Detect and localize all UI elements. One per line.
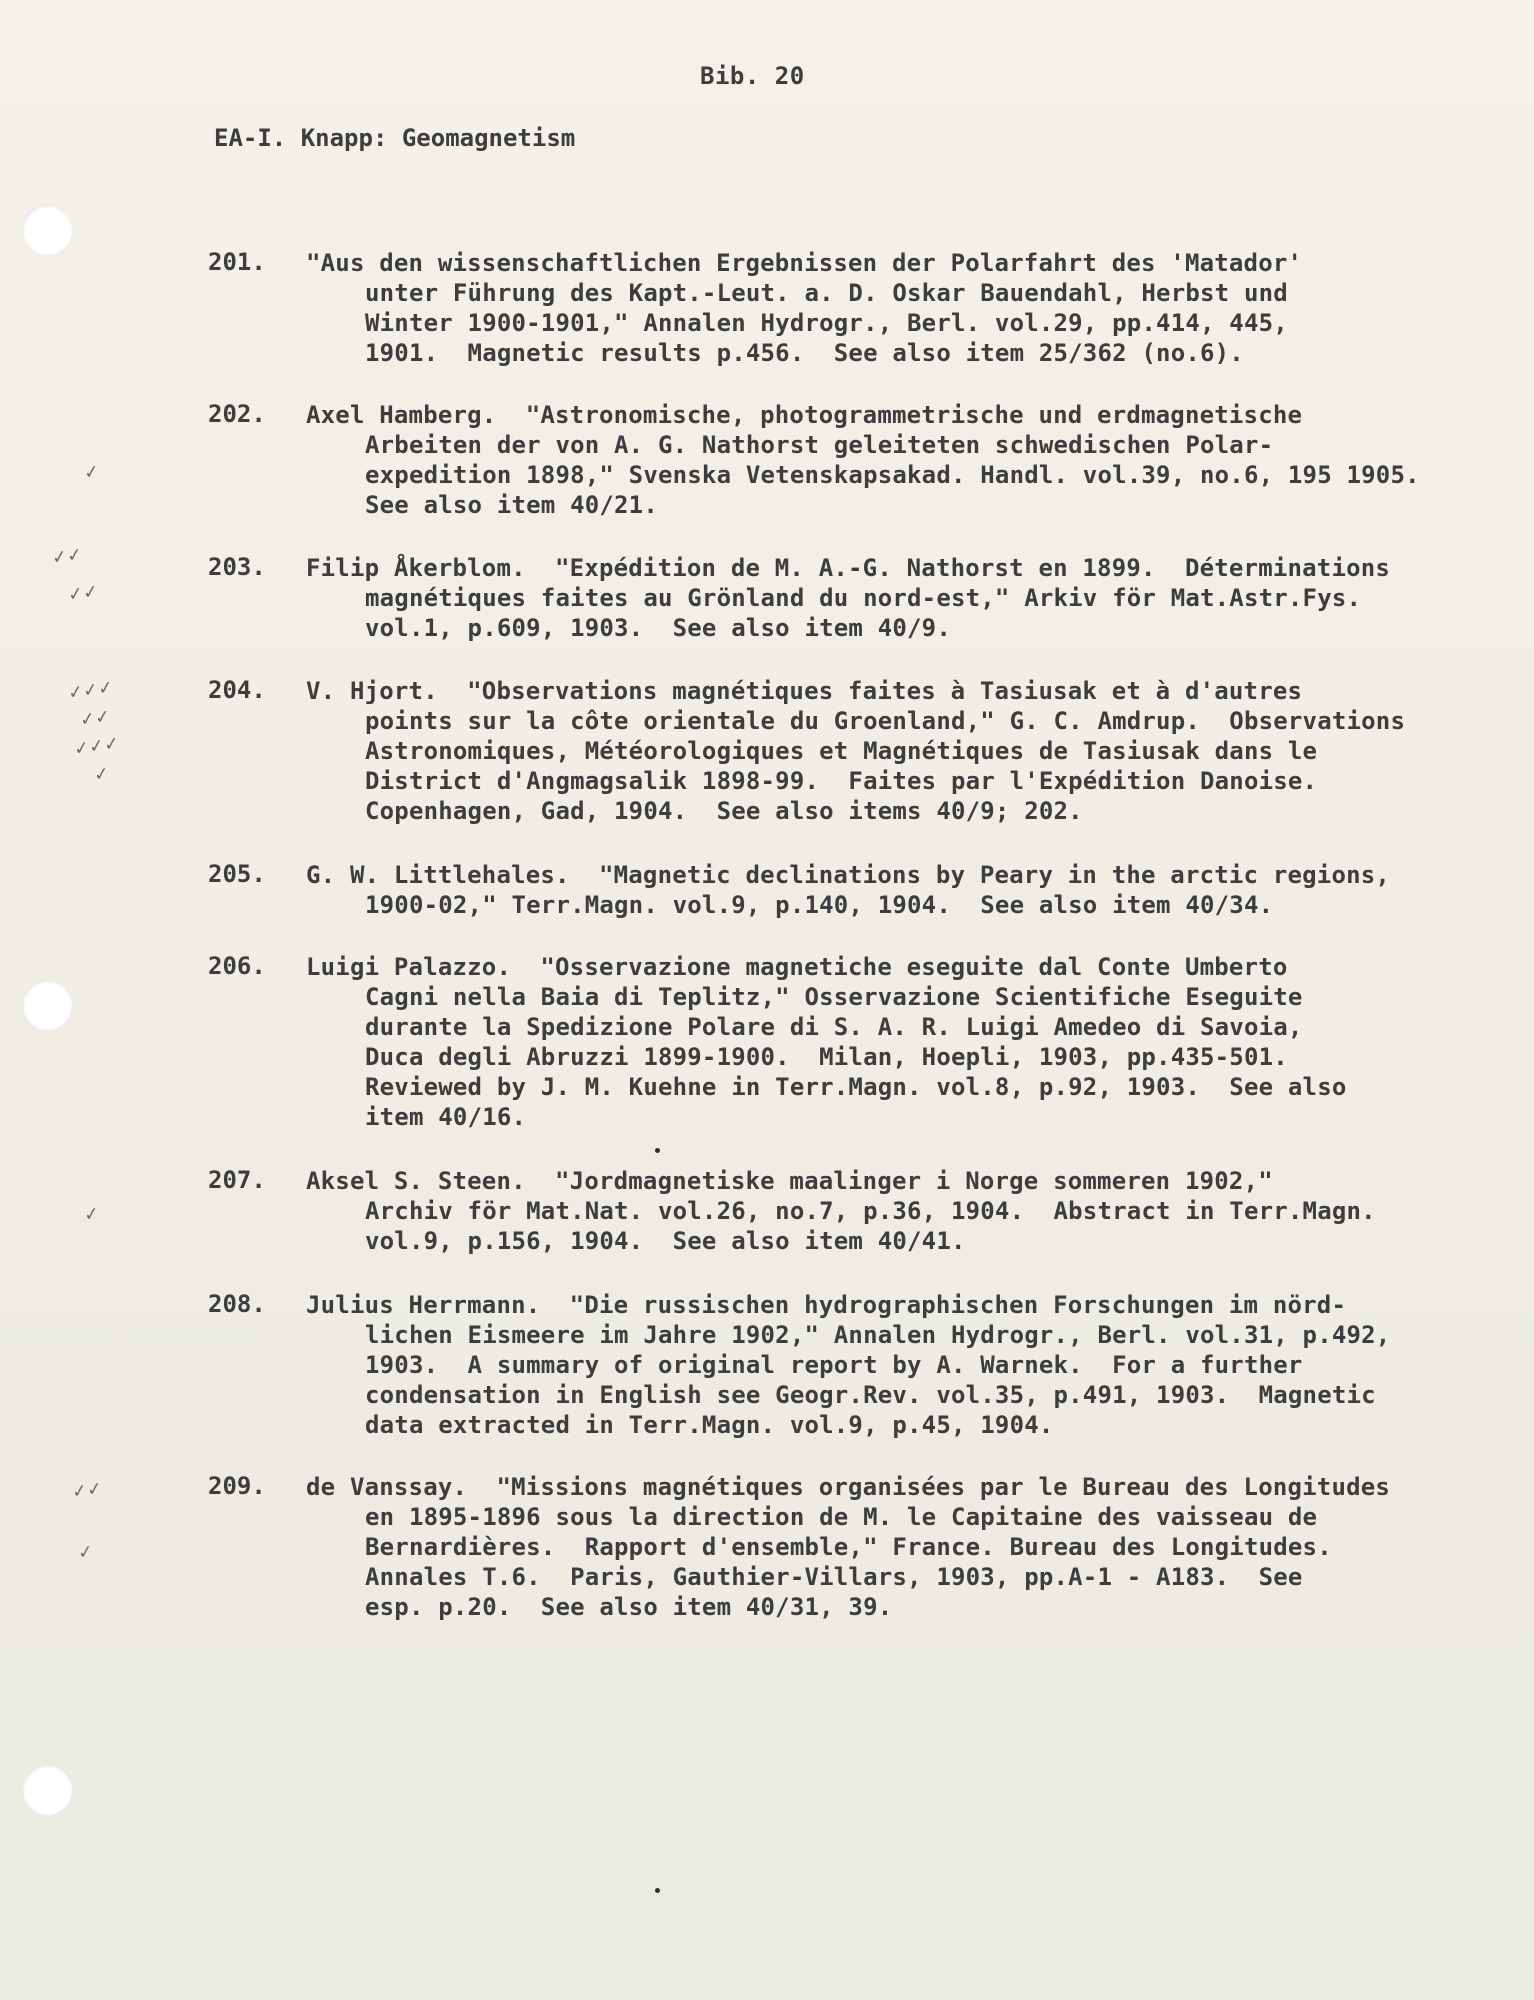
entry-line: Reviewed by J. M. Kuehne in Terr.Magn. vol.8, p.92, 1903. See also [365, 1073, 1347, 1101]
document-header: EA-I. Knapp: Geomagnetism [214, 124, 576, 152]
check-mark: ✓✓ [70, 1478, 104, 1503]
punch-hole-middle [22, 980, 72, 1030]
entry-line: vol.1, p.609, 1903. See also item 40/9. [365, 614, 951, 642]
check-mark: ✓✓ [50, 544, 84, 569]
entry-line: Aksel S. Steen. "Jordmagnetiske maalinger i Norge sommeren 1902," [306, 1167, 1273, 1195]
entry-line: V. Hjort. "Observations magnétiques faites à Tasiusak et à d'autres [306, 677, 1303, 705]
entry-line: Annales T.6. Paris, Gauthier-Villars, 1903, pp.A-1 - A183. See [365, 1563, 1303, 1591]
check-mark: ✓ [82, 1203, 101, 1226]
entry-line: Bernardières. Rapport d'ensemble," France. Bureau des Longitudes. [365, 1533, 1332, 1561]
entry-line: 1900-02," Terr.Magn. vol.9, p.140, 1904. See also item 40/34. [365, 891, 1274, 919]
entry-line: Archiv för Mat.Nat. vol.26, no.7, p.36, 1904. Abstract in Terr.Magn. [365, 1197, 1376, 1225]
entry-number: 201. [208, 248, 266, 276]
entry-line: data extracted in Terr.Magn. vol.9, p.45, 1904. [365, 1411, 1054, 1439]
entry-line: Axel Hamberg. "Astronomische, photogrammetrische und erdmagnetische [306, 401, 1303, 429]
entry-line: 1901. Magnetic results p.456. See also item 25/362 (no.6). [365, 339, 1244, 367]
entry-line: Astronomiques, Météorologiques et Magnétiques de Tasiusak dans le [365, 737, 1318, 765]
entry-number: 204. [208, 676, 266, 704]
entry-line: condensation in English see Geogr.Rev. vol.35, p.491, 1903. Magnetic [365, 1381, 1376, 1409]
entry-line: Duca degli Abruzzi 1899-1900. Milan, Hoepli, 1903, pp.435-501. [365, 1043, 1288, 1071]
entry-number: 205. [208, 860, 266, 888]
entry-line: 1903. A summary of original report by A. Warnek. For a further [365, 1351, 1303, 1379]
entry-line: points sur la côte orientale du Groenland," G. C. Amdrup. Observations [365, 707, 1406, 735]
entry-line: District d'Angmagsalik 1898-99. Faites par l'Expédition Danoise. [365, 767, 1318, 795]
entry-line: unter Führung des Kapt.-Leut. a. D. Oskar Bauendahl, Herbst und [365, 279, 1288, 307]
entry-line: item 40/16. [365, 1103, 527, 1131]
check-mark: ✓✓ [78, 706, 112, 731]
entry-number: 206. [208, 952, 266, 980]
punch-hole-top [22, 205, 72, 255]
ink-dot [655, 1888, 660, 1893]
entry-line: durante la Spedizione Polare di S. A. R. Luigi Amedeo di Savoia, [365, 1013, 1303, 1041]
entry-line: Julius Herrmann. "Die russischen hydrographischen Forschungen im nörd- [306, 1291, 1347, 1319]
entry-line: See also item 40/21. [365, 491, 658, 519]
entry-line: Luigi Palazzo. "Osservazione magnetiche eseguite dal Conte Umberto [306, 953, 1288, 981]
entry-line: expedition 1898," Svenska Vetenskapsakad. Handl. vol.39, no.6, 195 1905. [365, 461, 1420, 489]
entry-number: 208. [208, 1290, 266, 1318]
entry-line: vol.9, p.156, 1904. See also item 40/41. [365, 1227, 966, 1255]
page-number: Bib. 20 [700, 62, 805, 90]
entry-line: lichen Eismeere im Jahre 1902," Annalen Hydrogr., Berl. vol.31, p.492, [365, 1321, 1391, 1349]
entry-line: esp. p.20. See also item 40/31, 39. [365, 1593, 893, 1621]
entry-line: Filip Åkerblom. "Expédition de M. A.-G. Nathorst en 1899. Déterminations [306, 554, 1391, 582]
entry-number: 202. [208, 400, 266, 428]
entry-line: "Aus den wissenschaftlichen Ergebnissen der Polarfahrt des 'Matador' [306, 249, 1303, 277]
check-mark: ✓✓✓ [72, 732, 121, 761]
entry-number: 203. [208, 553, 266, 581]
check-mark: ✓✓ [66, 581, 100, 606]
entry-number: 207. [208, 1166, 266, 1194]
check-mark: ✓ [76, 1541, 95, 1564]
entry-number: 209. [208, 1472, 266, 1500]
entry-line: en 1895-1896 sous la direction de M. le Capitaine des vaisseau de [365, 1503, 1318, 1531]
entry-line: de Vanssay. "Missions magnétiques organisées par le Bureau des Longitudes [306, 1473, 1391, 1501]
check-mark: ✓ [82, 461, 101, 484]
entry-line: Cagni nella Baia di Teplitz," Osservazione Scientifiche Eseguite [365, 983, 1303, 1011]
entry-line: G. W. Littlehales. "Magnetic declinations by Peary in the arctic regions, [306, 861, 1391, 889]
entry-line: Arbeiten der von A. G. Nathorst geleiteten schwedischen Polar- [365, 431, 1274, 459]
entry-line: Copenhagen, Gad, 1904. See also items 40/9; 202. [365, 797, 1083, 825]
check-mark: ✓ [92, 763, 111, 786]
entry-line: magnétiques faites au Grönland du nord-est," Arkiv för Mat.Astr.Fys. [365, 584, 1362, 612]
ink-dot [655, 1148, 660, 1153]
entry-line: Winter 1900-1901," Annalen Hydrogr., Berl. vol.29, pp.414, 445, [365, 309, 1288, 337]
punch-hole-bottom [22, 1765, 72, 1815]
check-mark: ✓✓✓ [66, 676, 115, 705]
